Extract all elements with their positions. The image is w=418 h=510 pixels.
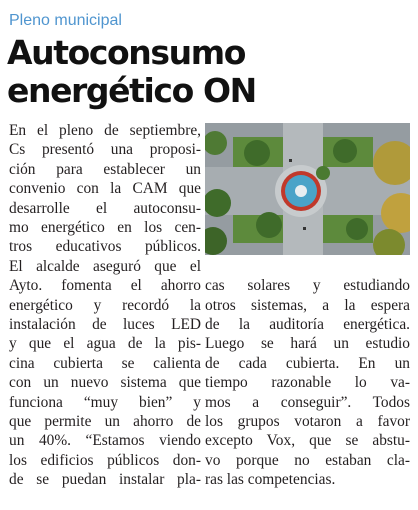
body-col2-line: ras las competencias. xyxy=(205,471,336,489)
body-col1-line: de se puedan instalar pla- xyxy=(9,471,201,489)
body-col2-line: los grupos votaron a favor xyxy=(205,413,410,430)
body-col1-line: mo energético en los cen- xyxy=(9,219,201,236)
body-col1-line: los edificios públicos don- xyxy=(9,451,201,469)
body-col1-line: energético y recordó la xyxy=(9,296,201,314)
body-col1-line: En el pleno de septiembre, xyxy=(9,122,201,139)
body-col1-line: instalación de luces LED xyxy=(9,316,201,333)
body-col1-line: El alcalde aseguró que el xyxy=(9,257,201,275)
headline xyxy=(7,34,412,110)
body-col1-line: con un nuevo sistema que xyxy=(9,374,201,392)
body-col1-line: convenio con la CAM que xyxy=(9,180,201,198)
headline-line-2: energético ON xyxy=(7,71,256,110)
town-square-fountain-aerial-photo xyxy=(205,123,410,255)
body-col1-line: y que el agua de la pis- xyxy=(9,335,201,353)
body-col2-line: cas solares y estudiando xyxy=(205,277,410,295)
body-col1-line: ción para establecer un xyxy=(9,160,201,178)
body-col2-line: Luego se hará un estudio xyxy=(205,335,410,353)
section-label: Pleno municipal xyxy=(9,12,122,29)
body-col2-line: tiempo razonable lo va- xyxy=(205,374,410,392)
body-col2-line: de la auditoría energética. xyxy=(205,316,410,333)
body-col1-line: desarrolle el autoconsu- xyxy=(9,199,201,217)
body-col1-line: cina cubierta se calienta xyxy=(9,354,201,372)
body-col1-line: Ayto. fomenta el ahorro xyxy=(9,277,201,295)
body-col2-line: de cada cubierta. En un xyxy=(205,354,410,372)
body-col1-line: Cs presentó una proposi- xyxy=(9,141,201,159)
headline-line-1: Autoconsumo xyxy=(7,33,245,72)
body-col2-line: otros sistemas, a la espera xyxy=(205,296,410,314)
body-col1-line: un 40%. “Estamos viendo xyxy=(9,432,201,450)
body-col2-line: excepto Vox, que se abstu- xyxy=(205,432,410,450)
body-col1-line: que permite un ahorro de xyxy=(9,413,201,430)
body-col2-line: vo porque no estaban cla- xyxy=(205,451,410,469)
body-col1-line: tros educativos públicos. xyxy=(9,238,201,256)
body-col1-line: funciona “muy bien” y xyxy=(9,393,201,411)
body-col2-line: mos a conseguir”. Todos xyxy=(205,393,410,411)
